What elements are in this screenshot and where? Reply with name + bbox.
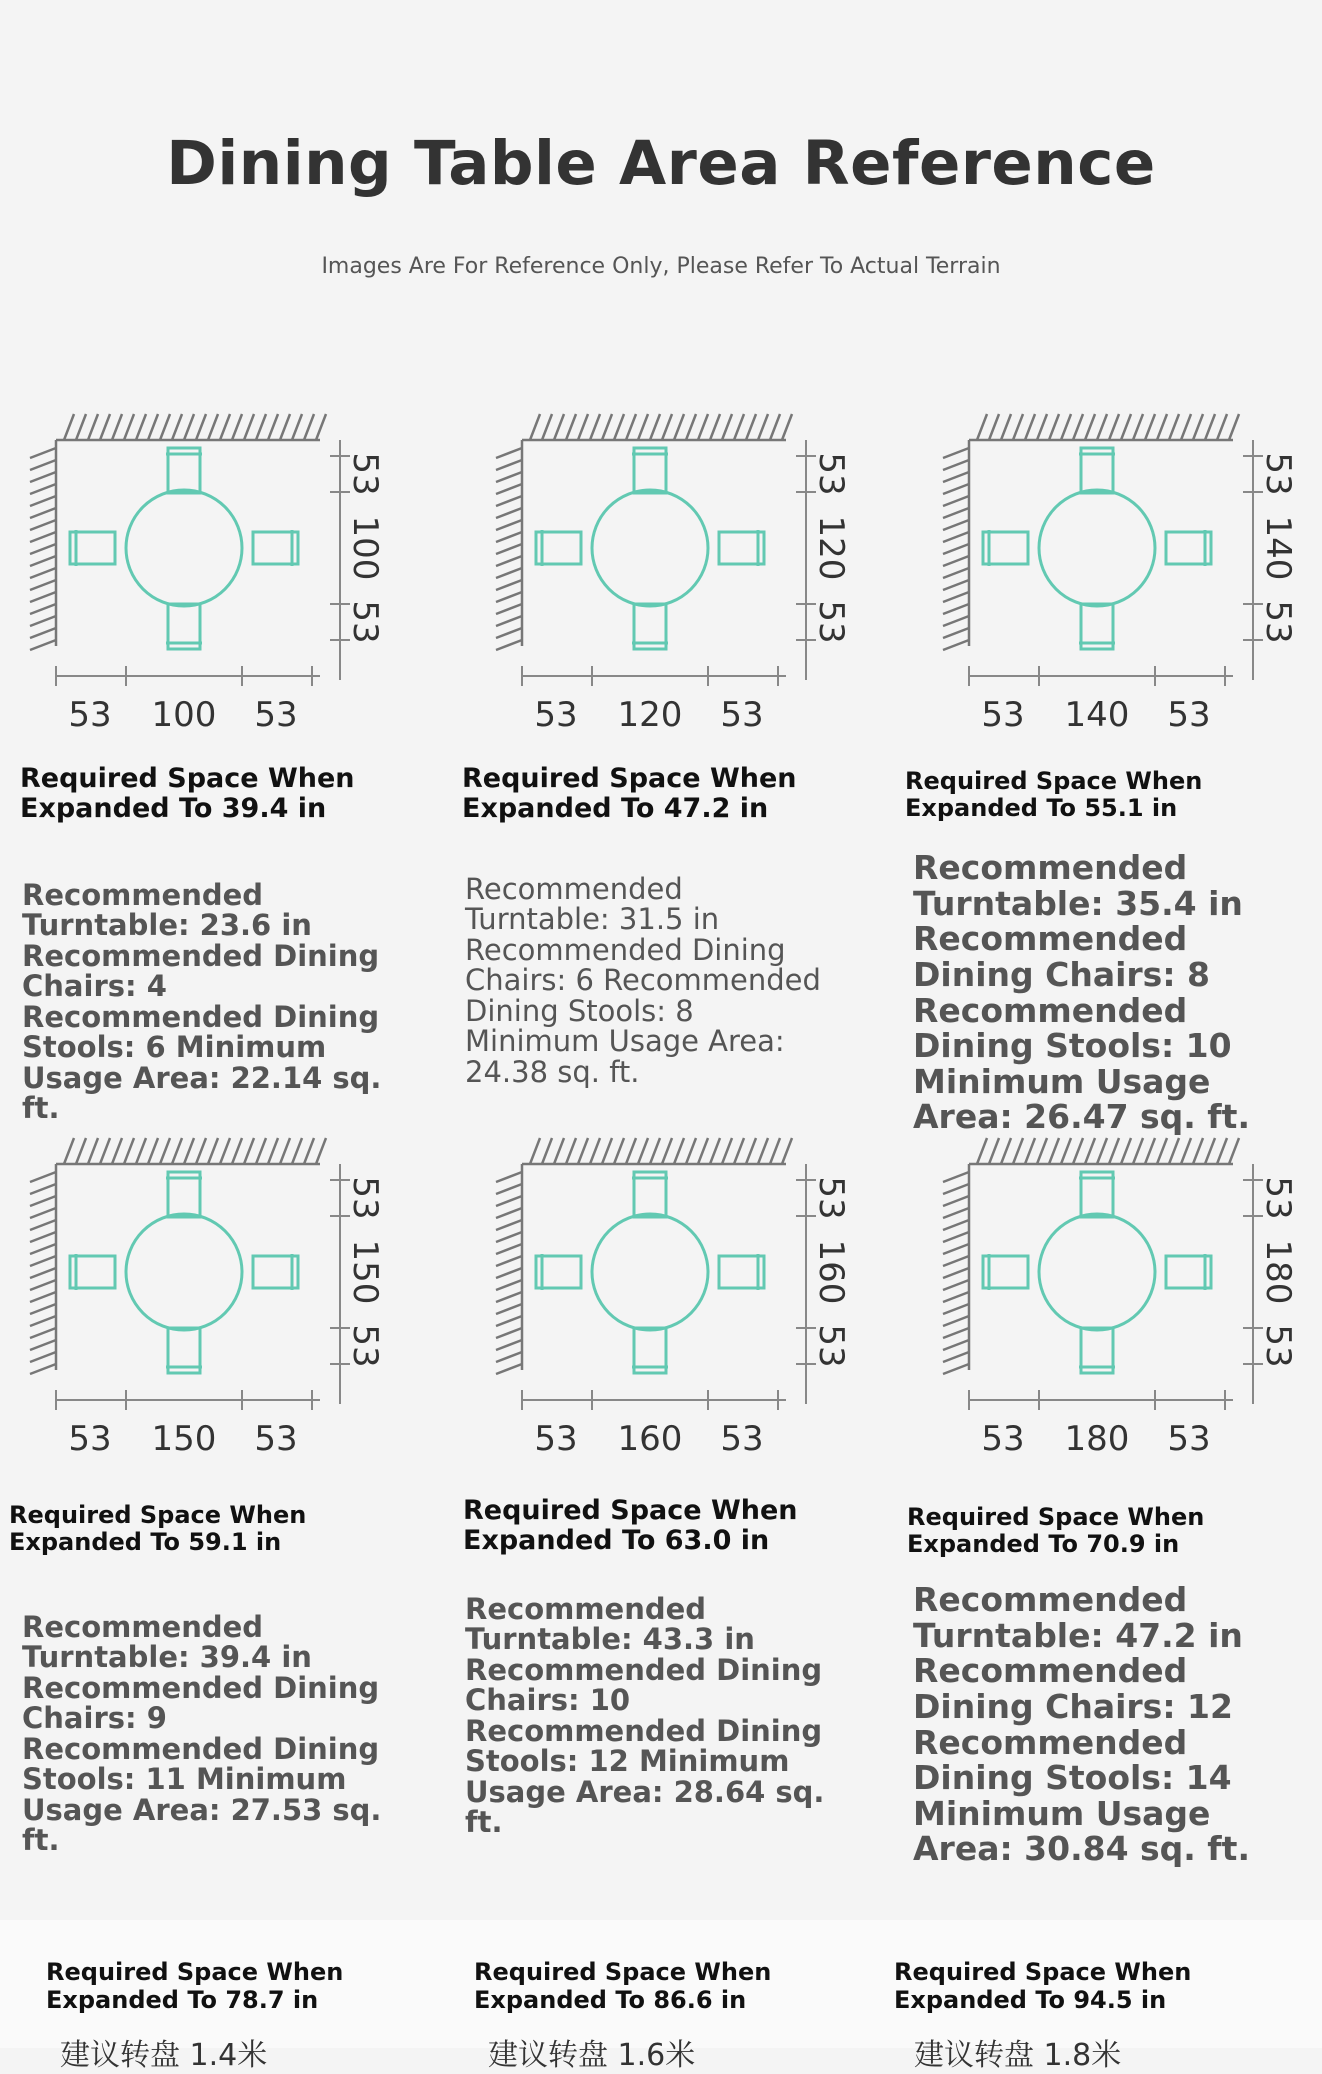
chair-right	[253, 1254, 298, 1290]
dim-side-table: 160	[811, 1239, 851, 1305]
chair-top	[1079, 448, 1115, 493]
required-space-3: Required Space When Expanded To 55.1 in	[905, 767, 1203, 822]
required-space-6: Required Space When Expanded To 70.9 in	[907, 1503, 1205, 1558]
round-table	[592, 490, 708, 606]
wall-top	[969, 1138, 1239, 1164]
round-table	[592, 1214, 708, 1330]
wall-left	[943, 440, 969, 650]
dim-bottom-right: 53	[720, 1419, 764, 1459]
bottom-required-2: Required Space When Expanded To 86.6 in	[474, 1958, 772, 2015]
chair-left	[983, 1254, 1028, 1290]
bottom-note-2: 建议转盘 1.6米	[488, 2038, 696, 2073]
dim-side-table: 100	[345, 515, 385, 581]
dim-side-table: 120	[811, 515, 851, 581]
chair-left	[536, 530, 581, 566]
table-layout-diagram	[933, 1124, 1322, 1474]
chair-bottom	[166, 1328, 202, 1373]
chair-right	[719, 530, 764, 566]
required-space-5: Required Space When Expanded To 63.0 in	[463, 1495, 798, 1557]
dim-side-top: 53	[811, 452, 851, 496]
chair-left	[70, 530, 115, 566]
dim-bottom-right: 53	[254, 1419, 298, 1459]
chair-right	[719, 1254, 764, 1290]
chair-top	[632, 1172, 668, 1217]
wall-left	[496, 440, 522, 650]
dim-bottom-left: 53	[68, 695, 112, 735]
dim-side-top: 53	[1258, 452, 1298, 496]
recommendation-6: Recommended Turntable: 47.2 in Recommended Dining Chairs: 12 Recommended Dining Stools: 14 Minimum Usage Area: 30.84 sq. ft.	[913, 1580, 1250, 1869]
table-layout-diagram	[20, 1124, 440, 1474]
recommendation-2: Recommended Turntable: 31.5 in Recommended Dining Chairs: 6 Recommended Dining Stools: 8 Minimum Usage Area: 24.38 sq. ft.	[465, 872, 821, 1089]
dim-bottom-table: 150	[151, 1419, 217, 1459]
dim-side-bottom: 53	[1258, 1324, 1298, 1368]
dim-side-top: 53	[345, 1176, 385, 1220]
bottom-required-1: Required Space When Expanded To 78.7 in	[46, 1958, 344, 2015]
chair-left	[536, 1254, 581, 1290]
dim-side-bottom: 53	[345, 600, 385, 644]
page-subtitle: Images Are For Reference Only, Please Refer To Actual Terrain	[321, 254, 1001, 279]
dim-side-top: 53	[1258, 1176, 1298, 1220]
dim-bottom-table: 100	[151, 695, 217, 735]
chair-top	[166, 448, 202, 493]
chair-top	[632, 448, 668, 493]
chair-bottom	[166, 604, 202, 649]
round-table	[1039, 1214, 1155, 1330]
recommendation-4: Recommended Turntable: 39.4 in Recommended Dining Chairs: 9 Recommended Dining Stools: 11 Minimum Usage Area: 27.53 sq. ft.	[22, 1610, 382, 1858]
round-table	[1039, 490, 1155, 606]
table-and-chairs	[983, 448, 1211, 649]
page-title: Dining Table Area Reference	[166, 128, 1156, 199]
wall-left	[30, 440, 56, 650]
table-and-chairs	[983, 1172, 1211, 1373]
chair-right	[253, 530, 298, 566]
table-and-chairs	[70, 448, 298, 649]
wall-left	[943, 1164, 969, 1374]
bottom-note-3: 建议转盘 1.8米	[914, 2038, 1122, 2073]
dim-bottom-table: 140	[1064, 695, 1130, 735]
dim-bottom-table: 120	[617, 695, 683, 735]
chair-top	[1079, 1172, 1115, 1217]
chair-left	[70, 1254, 115, 1290]
dim-side-top: 53	[345, 452, 385, 496]
chair-bottom	[1079, 604, 1115, 649]
table-and-chairs	[536, 448, 764, 649]
bottom-required-3: Required Space When Expanded To 94.5 in	[894, 1958, 1192, 2015]
table-and-chairs	[70, 1172, 298, 1373]
dim-side-bottom: 53	[811, 600, 851, 644]
required-space-4: Required Space When Expanded To 59.1 in	[9, 1501, 307, 1556]
dim-side-table: 180	[1258, 1239, 1298, 1305]
dim-bottom-right: 53	[254, 695, 298, 735]
diagram-card-5	[486, 1124, 906, 1474]
chair-top	[166, 1172, 202, 1217]
required-space-2: Required Space When Expanded To 47.2 in	[462, 763, 797, 825]
chair-bottom	[632, 1328, 668, 1373]
dim-bottom-left: 53	[981, 1419, 1025, 1459]
dim-side-table: 150	[345, 1239, 385, 1305]
diagram-card-3	[933, 400, 1322, 750]
dim-side-table: 140	[1258, 515, 1298, 581]
dim-bottom-table: 180	[1064, 1419, 1130, 1459]
wall-top	[522, 414, 792, 440]
table-and-chairs	[536, 1172, 764, 1373]
recommendation-5: Recommended Turntable: 43.3 in Recommended Dining Chairs: 10 Recommended Dining Stools: 12 Minimum Usage Area: 28.64 sq. ft.	[465, 1592, 825, 1840]
dim-side-top: 53	[811, 1176, 851, 1220]
dim-bottom-right: 53	[1167, 695, 1211, 735]
diagram-card-4	[20, 1124, 440, 1474]
dim-bottom-left: 53	[68, 1419, 112, 1459]
dim-side-bottom: 53	[811, 1324, 851, 1368]
table-layout-diagram	[486, 400, 906, 750]
table-layout-diagram	[933, 400, 1322, 750]
chair-bottom	[632, 604, 668, 649]
wall-top	[56, 1138, 326, 1164]
diagram-card-6	[933, 1124, 1322, 1474]
dim-side-bottom: 53	[345, 1324, 385, 1368]
wall-left	[30, 1164, 56, 1374]
chair-right	[1166, 530, 1211, 566]
table-layout-diagram	[20, 400, 440, 750]
wall-top	[56, 414, 326, 440]
dim-side-bottom: 53	[1258, 600, 1298, 644]
wall-top	[522, 1138, 792, 1164]
required-space-1: Required Space When Expanded To 39.4 in	[20, 763, 355, 825]
bottom-note-1: 建议转盘 1.4米	[60, 2038, 268, 2073]
wall-left	[496, 1164, 522, 1374]
diagram-card-2	[486, 400, 906, 750]
dim-bottom-table: 160	[617, 1419, 683, 1459]
chair-bottom	[1079, 1328, 1115, 1373]
chair-right	[1166, 1254, 1211, 1290]
recommendation-3: Recommended Turntable: 35.4 in Recommended Dining Chairs: 8 Recommended Dining Stools: 10 Minimum Usage Area: 26.47 sq. ft.	[913, 848, 1250, 1137]
chair-left	[983, 530, 1028, 566]
dim-bottom-left: 53	[534, 1419, 578, 1459]
dim-bottom-left: 53	[534, 695, 578, 735]
round-table	[126, 1214, 242, 1330]
recommendation-1: Recommended Turntable: 23.6 in Recommended Dining Chairs: 4 Recommended Dining Stools: 6 Minimum Usage Area: 22.14 sq. ft.	[22, 878, 382, 1126]
diagram-card-1	[20, 400, 440, 750]
dim-bottom-left: 53	[981, 695, 1025, 735]
round-table	[126, 490, 242, 606]
wall-top	[969, 414, 1239, 440]
dim-bottom-right: 53	[1167, 1419, 1211, 1459]
table-layout-diagram	[486, 1124, 906, 1474]
dim-bottom-right: 53	[720, 695, 764, 735]
